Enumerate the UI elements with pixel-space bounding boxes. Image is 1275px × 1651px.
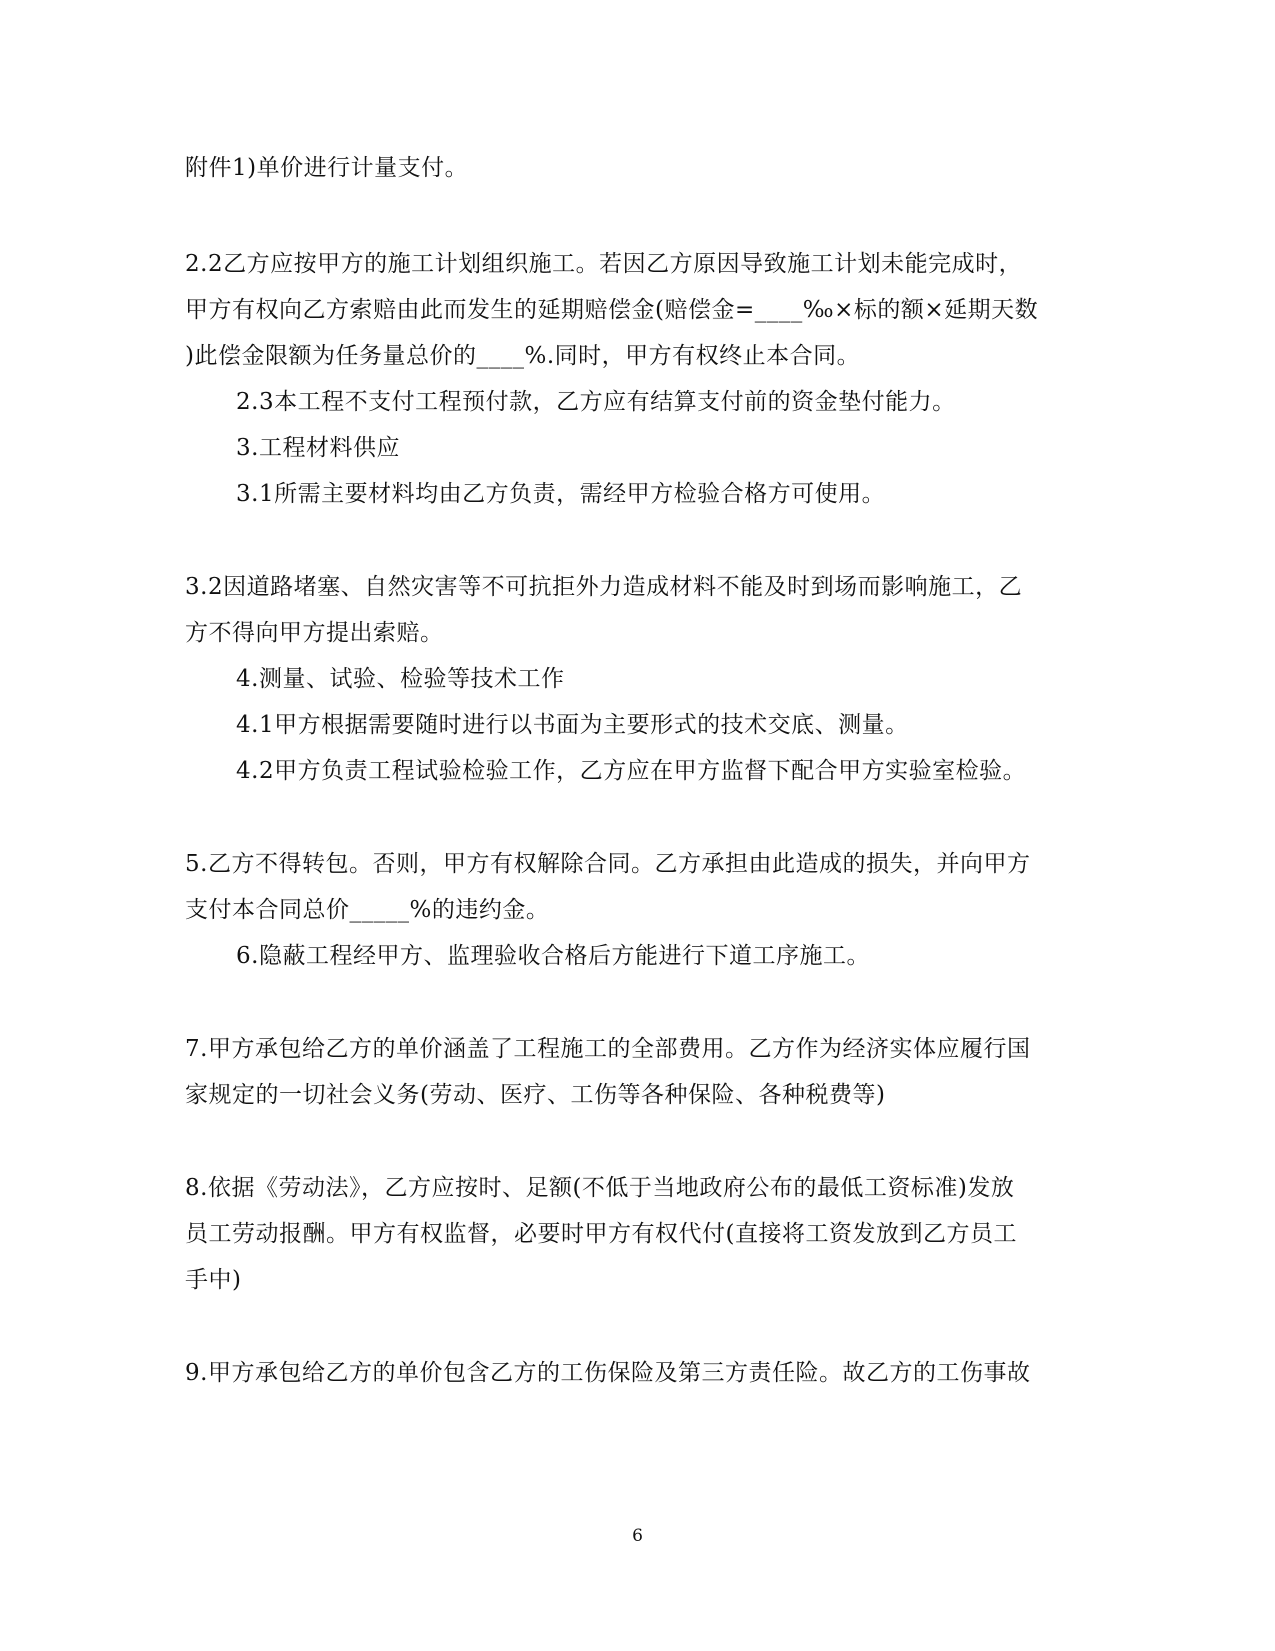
- text-line: 支付本合同总价_____%的违约金。: [185, 897, 550, 923]
- page-number: 6: [632, 1526, 643, 1546]
- text-line: 2.2乙方应按甲方的施工计划组织施工。若因乙方原因导致施工计划未能完成时，: [185, 251, 1023, 277]
- text-line: 7.甲方承包给乙方的单价涵盖了工程施工的全部费用。乙方作为经济实体应履行国: [185, 1036, 1031, 1062]
- text-line: 手中): [185, 1267, 242, 1293]
- text-line: 3.2因道路堵塞、自然灾害等不可抗拒外力造成材料不能及时到场而影响施工，乙: [185, 574, 1023, 600]
- text-line: 甲方有权向乙方索赔由此而发生的延期赔偿金(赔偿金=____‰×标的额×延期天数: [185, 297, 1039, 323]
- text-line: 4.1甲方根据需要随时进行以书面为主要形式的技术交底、测量。: [236, 712, 909, 738]
- text-line: 员工劳动报酬。甲方有权监督，必要时甲方有权代付(直接将工资发放到乙方员工: [185, 1221, 1017, 1247]
- text-line: 3.工程材料供应: [236, 435, 400, 461]
- text-line: 方不得向甲方提出索赔。: [185, 620, 444, 646]
- text-line: 家规定的一切社会义务(劳动、医疗、工伤等各种保险、各种税费等): [185, 1082, 886, 1108]
- text-line: 9.甲方承包给乙方的单价包含乙方的工伤保险及第三方责任险。故乙方的工伤事故: [185, 1360, 1031, 1386]
- text-line: 6.隐蔽工程经甲方、监理验收合格后方能进行下道工序施工。: [236, 943, 870, 969]
- text-line: 3.1所需主要材料均由乙方负责，需经甲方检验合格方可使用。: [236, 481, 886, 507]
- text-line: 8.依据《劳动法》，乙方应按时、足额(不低于当地政府公布的最低工资标准)发放: [185, 1175, 1015, 1201]
- text-line: 4.2甲方负责工程试验检验工作，乙方应在甲方监督下配合甲方实验室检验。: [236, 758, 1027, 784]
- text-line: 5.乙方不得转包。否则，甲方有权解除合同。乙方承担由此造成的损失，并向甲方: [185, 851, 1031, 877]
- text-line: 2.3本工程不支付工程预付款，乙方应有结算支付前的资金垫付能力。: [236, 389, 956, 415]
- text-line: 附件1)单价进行计量支付。: [185, 155, 469, 181]
- text-line: 4.测量、试验、检验等技术工作: [236, 666, 565, 692]
- text-line: )此偿金限额为任务量总价的____%.同时，甲方有权终止本合同。: [185, 343, 861, 369]
